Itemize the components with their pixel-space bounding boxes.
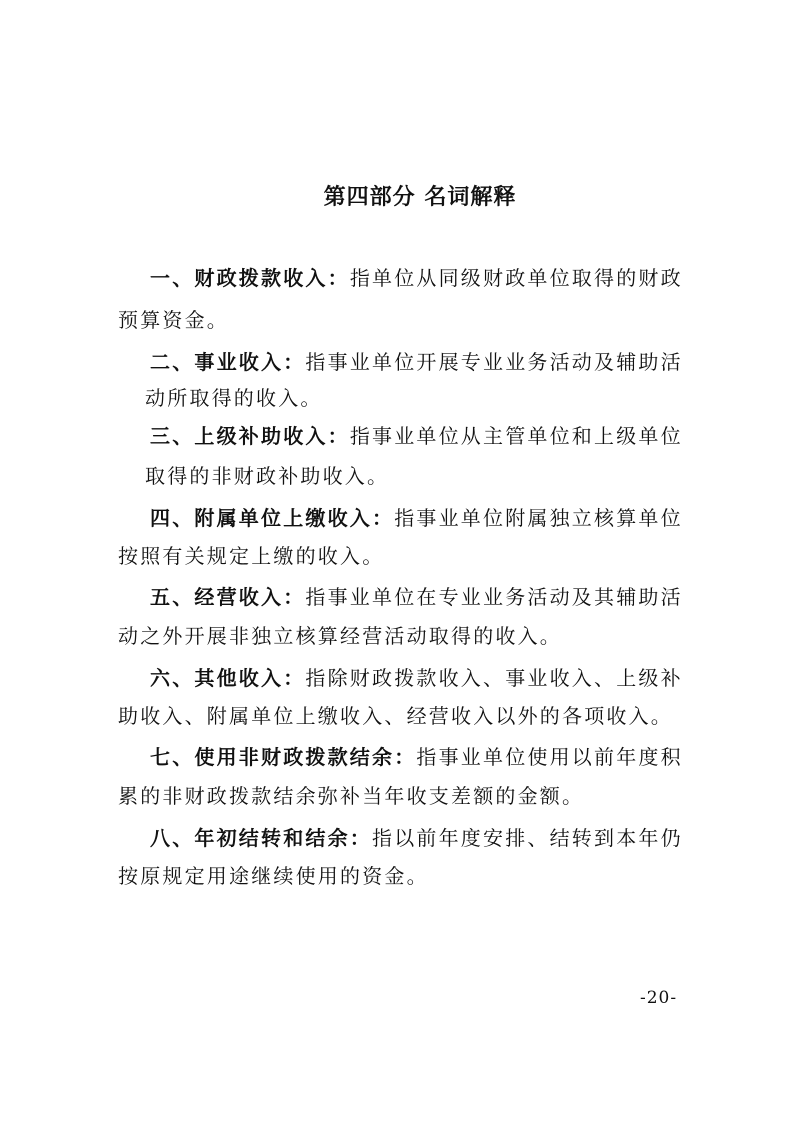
definition-text: 指单位从同级财政单位取得的财政 — [349, 266, 683, 290]
definition-7-cont: 累的非财政拨款结余弥补当年收支差额的金额。 — [118, 784, 585, 808]
definition-text: 指事业单位从主管单位和上级单位 — [349, 424, 683, 448]
definition-3-cont: 取得的非财政补助收入。 — [145, 464, 390, 488]
definition-text: 指事业单位开展专业业务活动及辅助活 — [305, 350, 683, 374]
definition-1-cont: 预算资金。 — [118, 308, 229, 332]
definition-text: 指事业单位使用以前年度积 — [416, 745, 683, 769]
page-number: -20- — [640, 988, 678, 1008]
definition-7 — [150, 743, 683, 771]
term: 一、财政拨款收入： — [150, 266, 350, 290]
definition-text: 指事业单位在专业业务活动及其辅助活 — [305, 585, 683, 609]
term: 三、上级补助收入： — [150, 424, 350, 448]
term: 四、附属单位上缴收入： — [150, 506, 395, 530]
definition-text: 指除财政拨款收入、事业收入、上级补 — [305, 666, 683, 690]
term: 七、使用非财政拨款结余： — [150, 745, 417, 769]
page-title: 第四部分 名词解释 — [323, 184, 517, 210]
definition-8 — [150, 824, 683, 852]
term: 六、其他收入： — [150, 666, 306, 690]
definition-6-cont: 助收入、附属单位上缴收入、经营收入以外的各项收入。 — [118, 704, 673, 728]
term: 五、经营收入： — [150, 585, 306, 609]
term: 二、事业收入： — [150, 350, 306, 374]
definition-2 — [150, 348, 683, 376]
definition-5-cont: 动之外开展非独立核算经营活动取得的收入。 — [118, 624, 562, 648]
definition-4 — [150, 504, 683, 532]
term: 八、年初结转和结余： — [150, 826, 372, 850]
definition-5 — [150, 583, 683, 611]
definition-6 — [150, 664, 683, 692]
definition-text: 指事业单位附属独立核算单位 — [394, 506, 683, 530]
definition-2-cont: 动所取得的收入。 — [145, 386, 323, 410]
definition-3 — [150, 422, 683, 450]
definition-1 — [150, 264, 683, 292]
definition-8-cont: 按原规定用途继续使用的资金。 — [118, 864, 429, 888]
definition-4-cont: 按照有关规定上缴的收入。 — [118, 544, 385, 568]
definition-text: 指以前年度安排、结转到本年仍 — [372, 826, 683, 850]
